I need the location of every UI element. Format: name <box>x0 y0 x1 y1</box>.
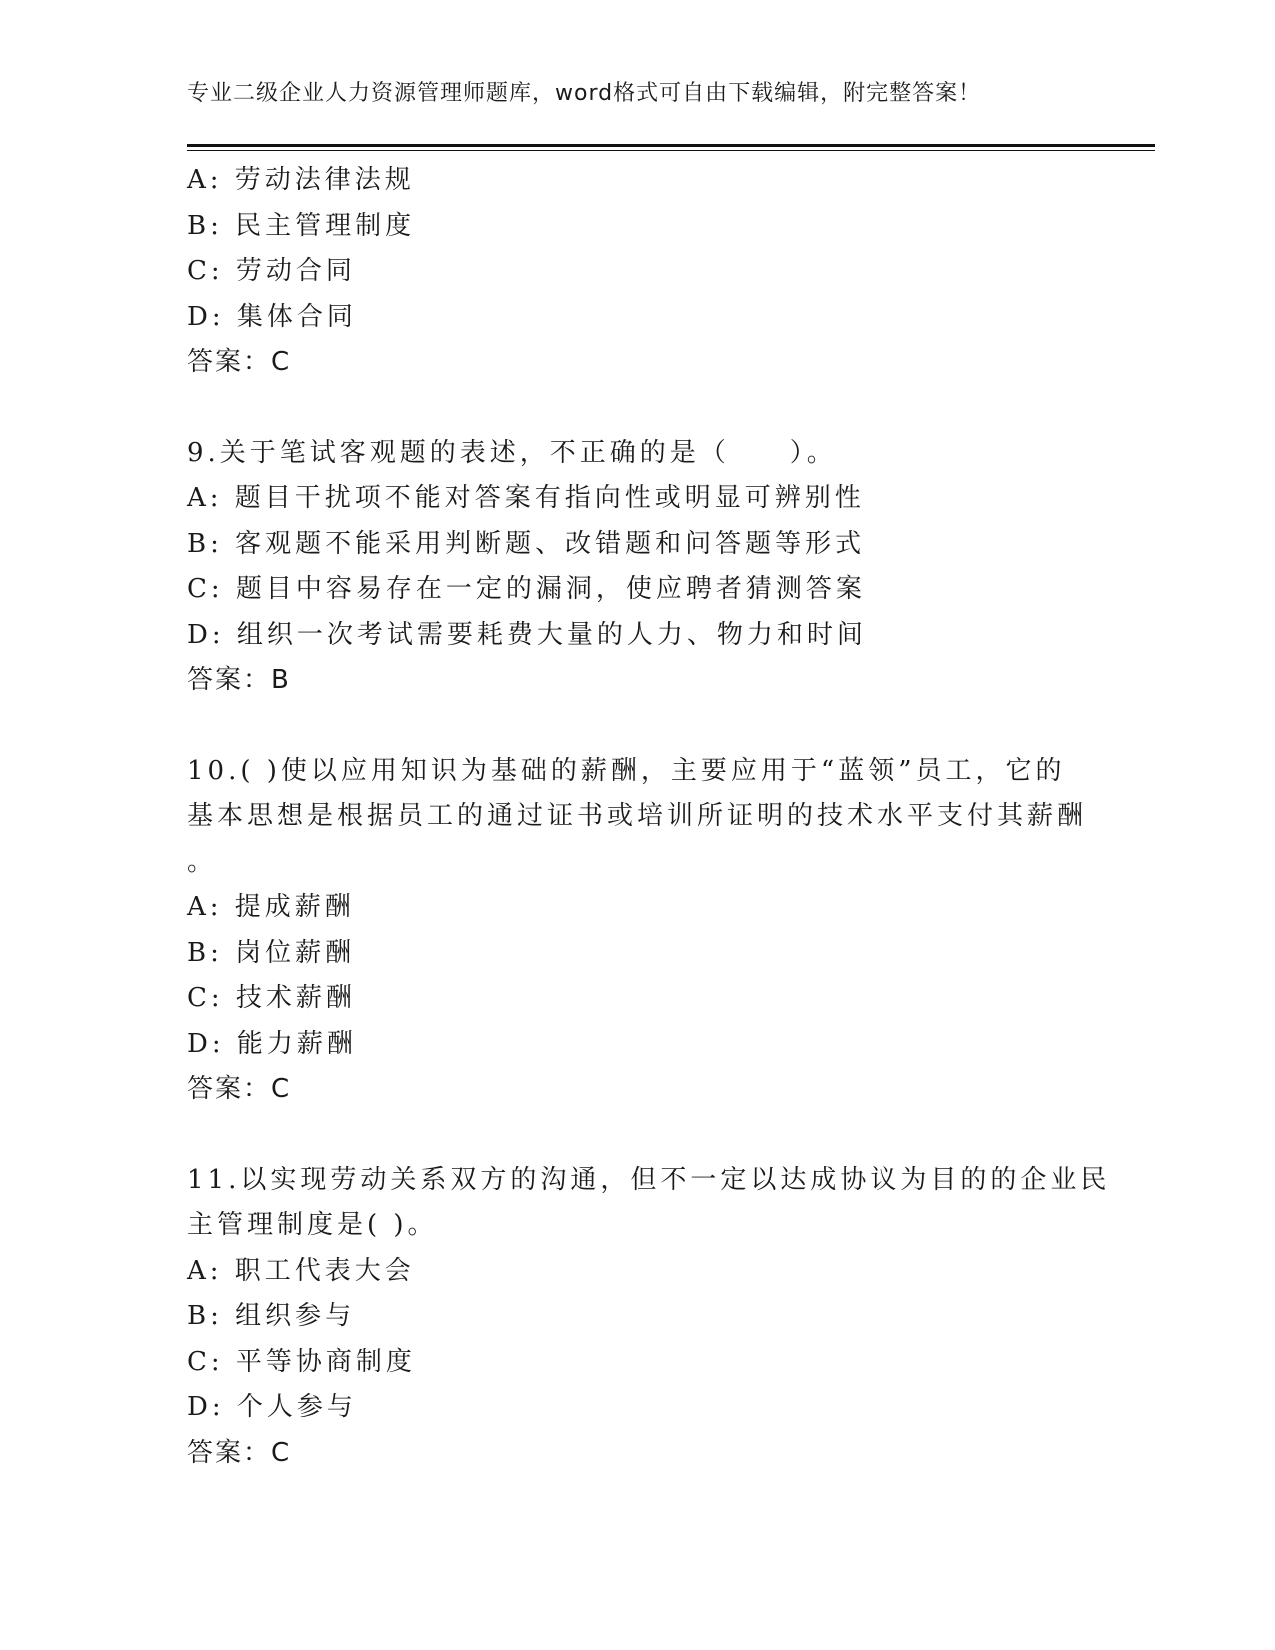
question-stem-line-1: 10.( )使以应用知识为基础的薪酬，主要应用于“蓝领”员工，它的 <box>187 755 1066 786</box>
option-c: C: 技术薪酬 <box>187 983 356 1013</box>
answer-line: 答案：C <box>187 1074 292 1104</box>
option-d: D: 个人参与 <box>187 1392 357 1422</box>
answer-line: 答案：B <box>187 665 291 695</box>
option-a: A: 提成薪酬 <box>187 892 355 922</box>
option-d: D: 能力薪酬 <box>187 1028 357 1059</box>
page-header: 专业二级企业人力资源管理师题库，word格式可自由下载编辑，附完整答案！ <box>187 81 982 106</box>
answer-line: 答案：C <box>187 1437 292 1468</box>
question-8-block <box>187 158 1087 386</box>
question-stem-line-2: 主管理制度是( )。 <box>187 1210 438 1240</box>
option-a: A: 劳动法律法规 <box>187 165 415 195</box>
header-rule-thin <box>187 150 1155 151</box>
option-c: C: 劳动合同 <box>187 256 356 286</box>
answer-line: 答案：C <box>187 347 292 377</box>
question-stem-line-2: 基本思想是根据员工的通过证书或培训所证明的技术水平支付其薪酬 <box>187 801 1088 831</box>
question-9-block <box>187 431 1087 704</box>
option-b: B: 组织参与 <box>187 1301 356 1331</box>
question-10-block <box>187 749 1087 1113</box>
option-b: B: 岗位薪酬 <box>187 937 356 968</box>
spacer <box>187 386 1087 431</box>
option-c: C: 平等协商制度 <box>187 1346 416 1377</box>
option-a: A: 职工代表大会 <box>187 1255 415 1286</box>
question-content <box>187 158 1111 1476</box>
option-b: B: 客观题不能采用判断题、改错题和问答题等形式 <box>187 528 866 559</box>
question-stem-line-3: 。 <box>187 846 218 877</box>
question-stem-line-1: 11.以实现劳动关系双方的沟通，但不一定以达成协议为目的的企业民 <box>187 1164 1111 1195</box>
question-11-block <box>187 1158 1111 1477</box>
option-a: A: 题目干扰项不能对答案有指向性或明显可辨别性 <box>187 483 865 513</box>
spacer <box>187 704 1087 749</box>
header-rule <box>187 144 1155 147</box>
question-stem: 9.关于笔试客观题的表述，不正确的是（ ）。 <box>187 437 837 468</box>
option-d: D: 集体合同 <box>187 301 357 332</box>
option-d: D: 组织一次考试需要耗费大量的人力、物力和时间 <box>187 619 867 650</box>
option-b: B: 民主管理制度 <box>187 210 416 241</box>
option-c: C: 题目中容易存在一定的漏洞，使应聘者猜测答案 <box>187 574 866 604</box>
spacer <box>187 1113 1087 1158</box>
